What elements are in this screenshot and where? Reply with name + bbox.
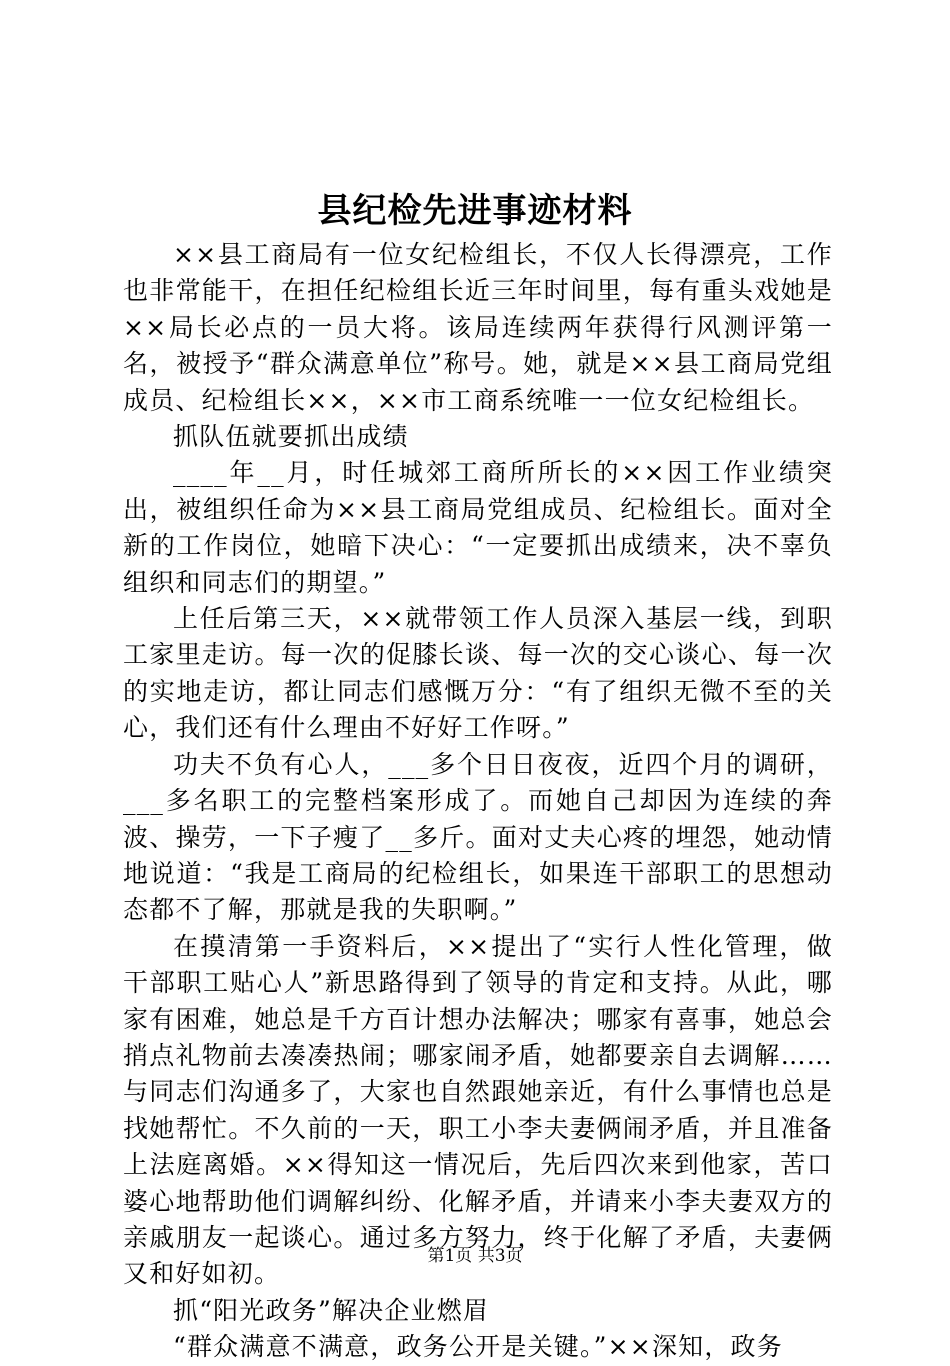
paragraph-appointment: ____年__月，时任城郊工商所所长的××因工作业绩突出，被组织任命为××县工商局党组成员、纪检组长。面对全新的工作岗位，她暗下决心：“一定要抓出成绩来，决不辜负组织和同志们的期望。” <box>123 458 833 597</box>
section-heading-sunshine: 抓“阳光政务”解决企业燃眉 <box>173 1295 490 1325</box>
paragraph-intro: ××县工商局有一位女纪检组长，不仅人长得漂亮，工作也非常能干，在担任纪检组长近三年时间里，每有重头戏她是××局长必点的一员大将。该局连续两年获得行风测评第一名，被授予“群众满意单位”称号。她，就是××县工商局党组成员、纪检组长××，××市工商系统唯一一位女纪检组长。 <box>123 240 833 415</box>
page-footer: 第1页 共3页 <box>427 1246 523 1266</box>
document-body <box>123 237 833 1366</box>
document-title: 县纪检先进事迹材料 <box>317 191 633 231</box>
paragraph-humane-management: 在摸清第一手资料后，××提出了“实行人性化管理，做干部职工贴心人”新思路得到了领导的肯定和支持。从此，哪家有困难，她总是千方百计想办法解决；哪家有喜事，她总会捎点礼物前去凑凑热闹；哪家闹矛盾，她都要亲自去调解……与同志们沟通多了，大家也自然跟她亲近，有什么事情也总是找她帮忙。不久前的一天，职工小李夫妻俩闹矛盾，并且准备上法庭离婚。××得知这一情况后，先后四次来到他家，苦口婆心地帮助他们调解纠纷、化解矛盾，并请来小李夫妻双方的亲戚朋友一起谈心。通过多方努力，终于化解了矛盾，夫妻俩又和好如初。 <box>123 931 833 1289</box>
paragraph-archives: 功夫不负有心人，___多个日日夜夜，近四个月的调研，___多名职工的完整档案形成了。而她自己却因为连续的奔波、操劳，一下子瘦了__多斤。面对丈夫心疼的埋怨，她动情地说道：“我是工商局的纪检组长，如果连干部职工的思想动态都不了解，那就是我的失职啊。” <box>123 749 833 925</box>
paragraph-transparency: “群众满意不满意，政务公开是关键。”××深知，政务 <box>173 1332 783 1362</box>
paragraph-visits: 上任后第三天，××就带领工作人员深入基层一线，到职工家里走访。每一次的促膝长谈、每一次的交心谈心、每一次的实地走访，都让同志们感慨万分：“有了组织无微不至的关心，我们还有什么理由不好好工作呀。” <box>123 604 833 743</box>
section-heading-team: 抓队伍就要抓出成绩 <box>173 422 409 452</box>
